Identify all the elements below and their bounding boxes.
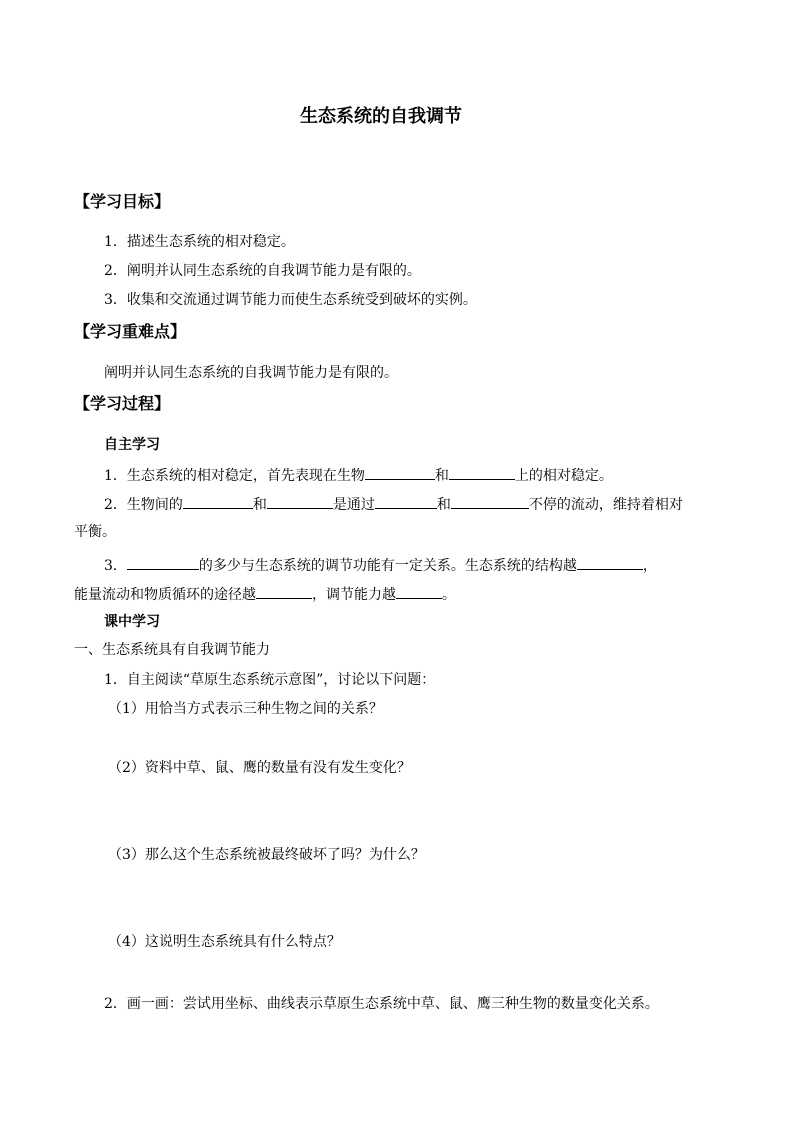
discussion-question: （4）这说明生态系统具有什么特点？: [108, 934, 341, 950]
drawing-task: 2．画一画：尝试用坐标、曲线表示草原生态系统中草、鼠、鹰三种生物的数量变化关系。: [104, 996, 659, 1012]
fill-blank[interactable]: [449, 465, 515, 480]
discussion-question: （1）用恰当方式表示三种生物之间的关系？: [108, 701, 383, 717]
question-text: 是通过: [332, 497, 375, 513]
key-points-heading: 【学习重难点】: [74, 322, 187, 341]
question-text: 。: [442, 587, 456, 603]
discussion-question: （2）资料中草、鼠、鹰的数量有没有发生变化？: [108, 760, 411, 776]
fill-blank[interactable]: [127, 555, 199, 570]
fill-blank[interactable]: [267, 494, 333, 509]
objective-item: 2．阐明并认同生态系统的自我调节能力是有限的。: [104, 263, 421, 279]
fill-blank[interactable]: [375, 494, 437, 509]
fill-blank[interactable]: [183, 494, 253, 509]
objectives-heading: 【学习目标】: [74, 192, 171, 211]
process-heading: 【学习过程】: [74, 394, 171, 413]
question-text: 上的相对稳定。: [514, 468, 613, 484]
question-text: 能量流动和物质循环的途径越: [74, 587, 256, 603]
question-text: 2．生物间的: [104, 497, 183, 513]
discussion-question: （3）那么这个生态系统被最终破坏了吗？为什么？: [108, 847, 425, 863]
question-text: 和: [436, 497, 451, 513]
fill-blank[interactable]: [451, 494, 529, 509]
question-text: 不停的流动，维持着相对: [528, 497, 683, 513]
class-study-label: 课中学习: [104, 614, 160, 630]
question-text-wrap: 平衡。: [74, 524, 116, 540]
fill-blank[interactable]: [256, 584, 312, 599]
reading-instruction: 1．自主阅读“草原生态系统示意图”，讨论以下问题：: [104, 672, 436, 688]
fill-blank[interactable]: [577, 555, 643, 570]
key-points-text: 阐明并认同生态系统的自我调节能力是有限的。: [104, 365, 398, 381]
question-text: 和: [434, 468, 449, 484]
self-study-label: 自主学习: [104, 437, 160, 453]
self-study-question-3-cont: [74, 584, 456, 604]
fill-blank[interactable]: [365, 465, 435, 480]
objective-item: 1．描述生态系统的相对稳定。: [104, 234, 295, 250]
objective-item: 3．收集和交流通过调节能力而使生态系统受到破坏的实例。: [104, 292, 477, 308]
page-title: 生态系统的自我调节: [300, 106, 462, 127]
self-study-question-2: [104, 494, 683, 514]
question-text: 的多少与生态系统的调节功能有一定关系。生态系统的结构越: [198, 558, 577, 574]
part-one-heading: 一、生态系统具有自我调节能力: [74, 642, 270, 658]
question-text: 和: [252, 497, 267, 513]
question-text: 1．生态系统的相对稳定，首先表现在生物: [104, 468, 365, 484]
self-study-question-3: [104, 555, 657, 575]
question-text: ，: [642, 558, 657, 574]
fill-blank[interactable]: [396, 584, 442, 599]
question-text: 3．: [104, 558, 127, 574]
question-text: ，调节能力越: [312, 587, 396, 603]
self-study-question-1: [104, 465, 613, 485]
